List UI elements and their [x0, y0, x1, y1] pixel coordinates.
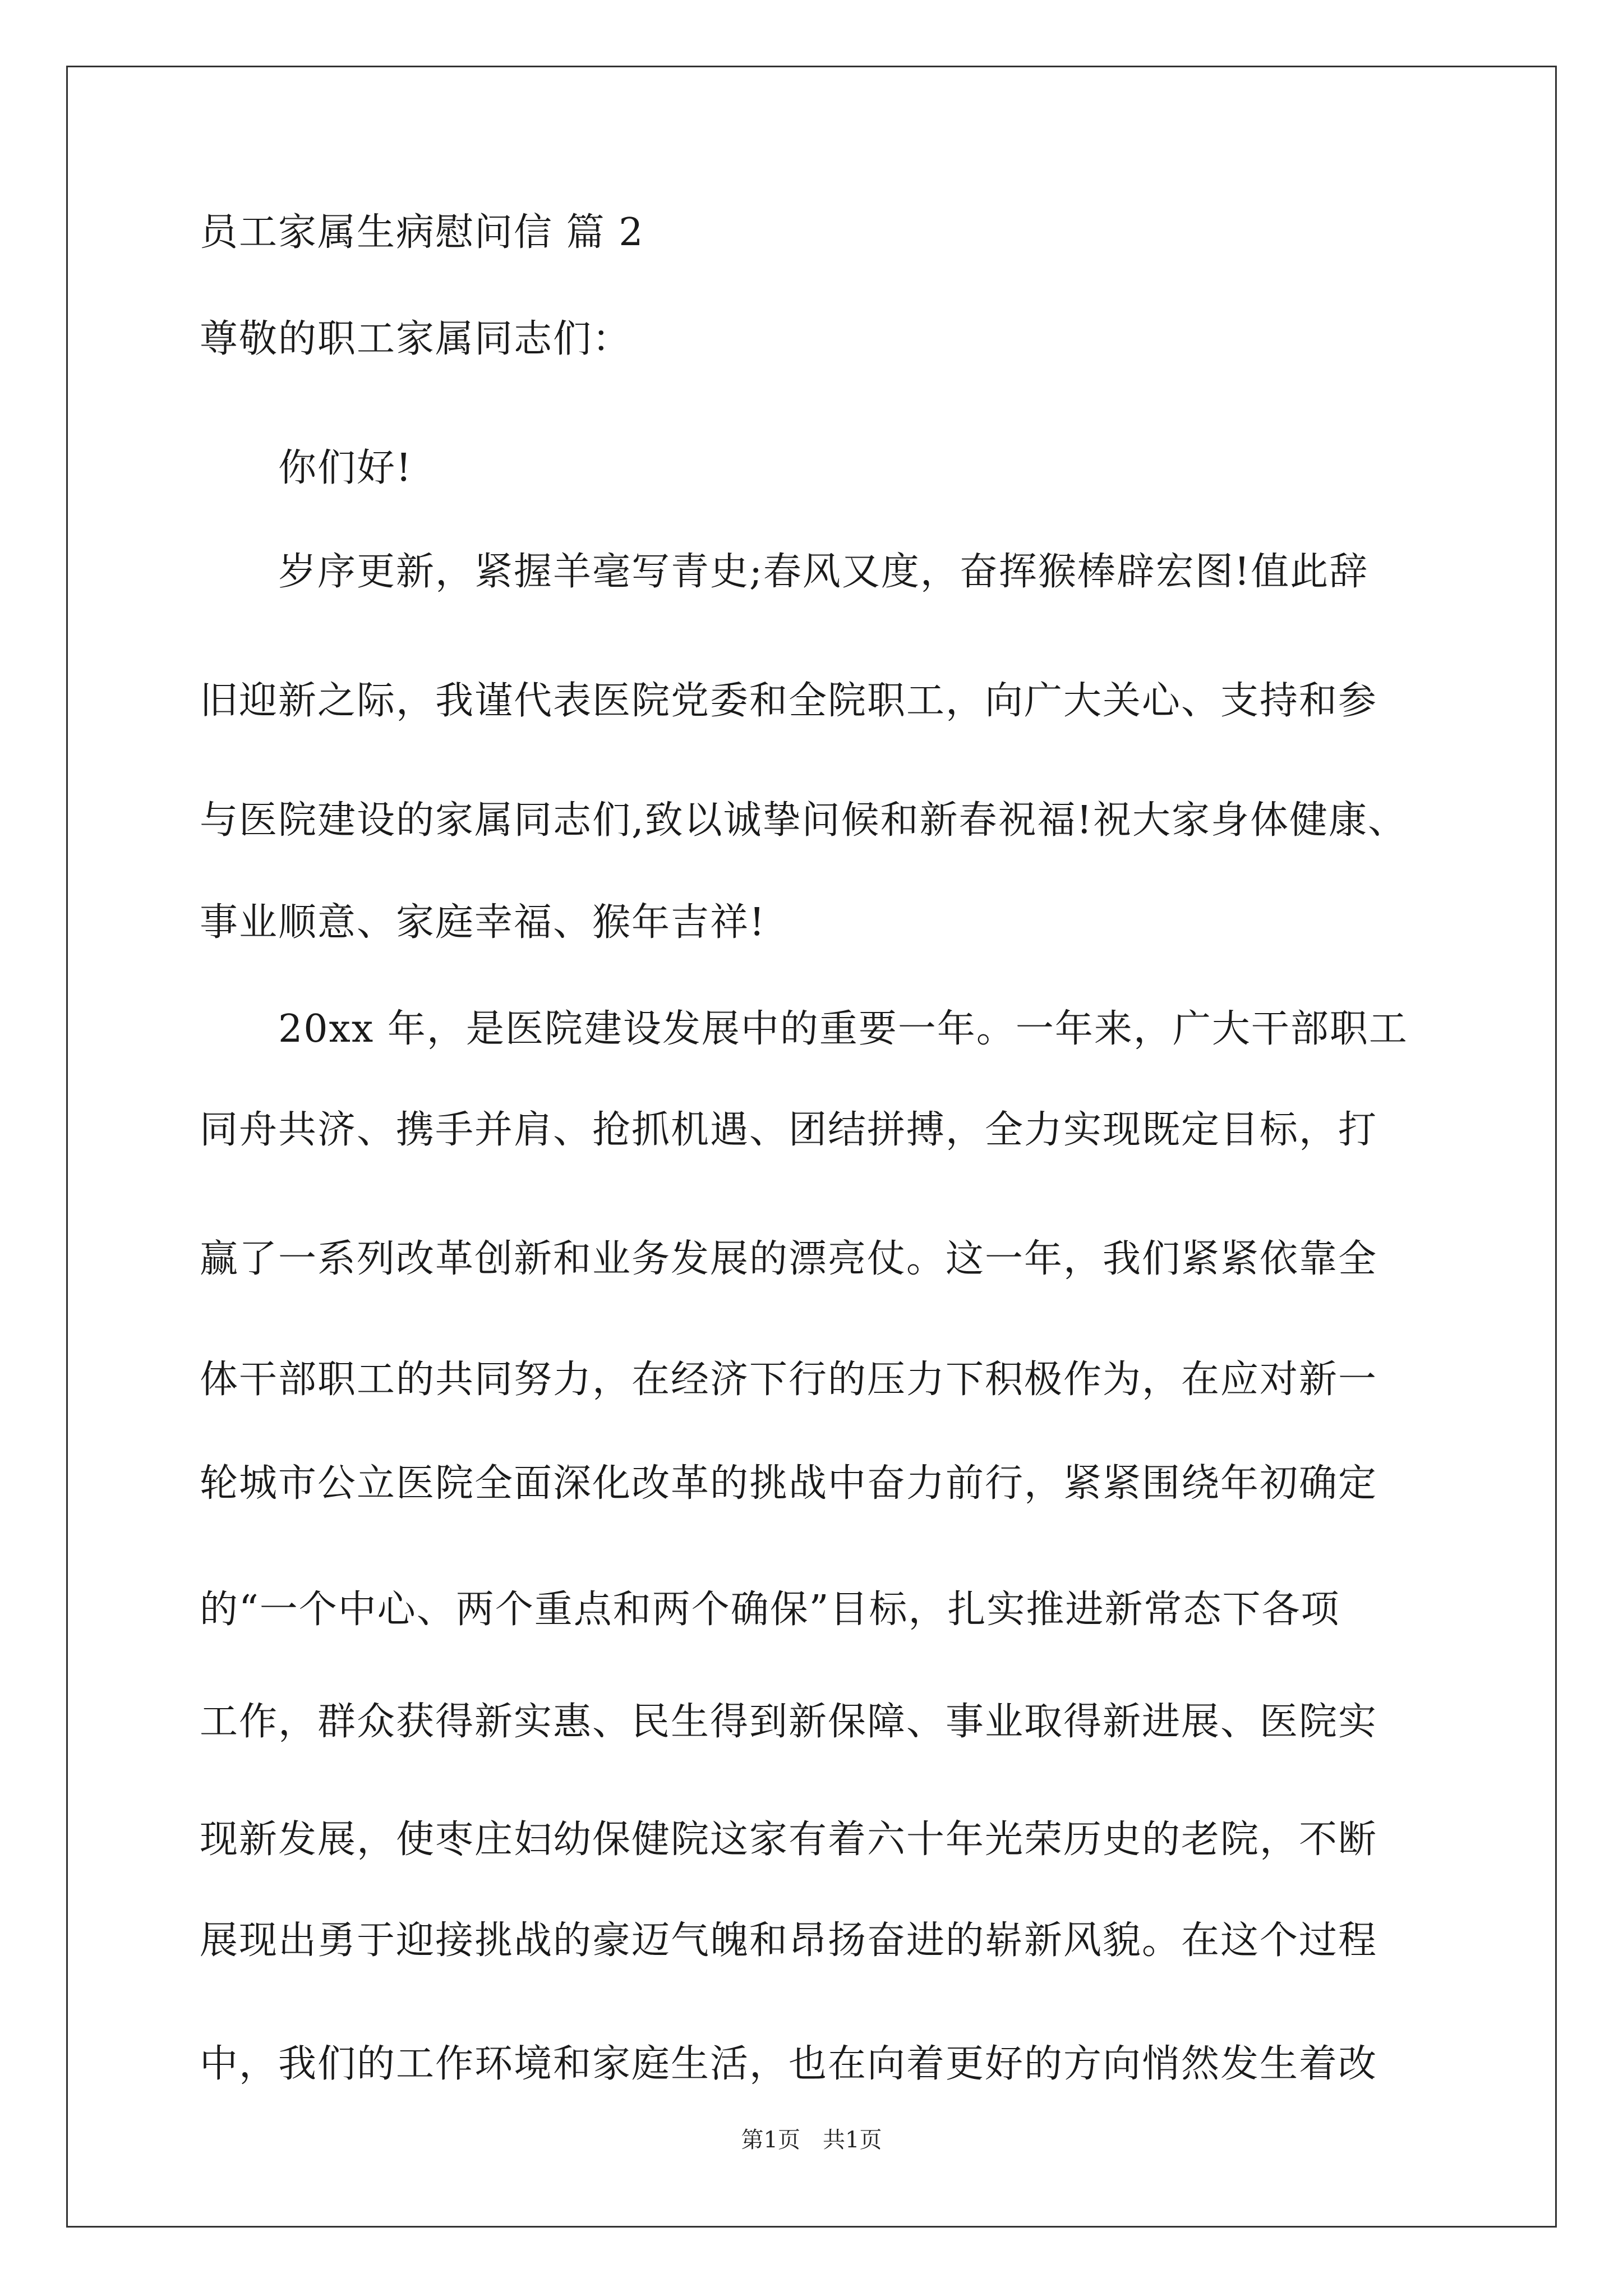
paragraph-line: 赢了一系列改革创新和业务发展的漂亮仗。这一年，我们紧紧依靠全 — [200, 1237, 1378, 1281]
greeting: 你们好! — [278, 446, 413, 490]
paragraph-line: 旧迎新之际，我谨代表医院党委和全院职工，向广大关心、支持和参 — [200, 679, 1378, 723]
paragraph-line: 事业顺意、家庭幸福、猴年吉祥! — [200, 900, 766, 945]
page-number: 第1页 共1页 — [741, 2127, 882, 2153]
paragraph-line: 同舟共济、携手并肩、抢抓机遇、团结拼搏，全力实现既定目标，打 — [200, 1108, 1378, 1152]
paragraph-line: 工作，群众获得新实惠、民生得到新保障、事业取得新进展、医院实 — [200, 1700, 1378, 1744]
paragraph-line: 展现出勇于迎接挑战的豪迈气魄和昂扬奋进的崭新风貌。在这个过程 — [200, 1918, 1378, 1963]
paragraph-line: 的“一个中心、两个重点和两个确保”目标，扎实推进新常态下各项 — [200, 1588, 1340, 1632]
paragraph-line: 现新发展，使枣庄妇幼保健院这家有着六十年光荣历史的老院，不断 — [200, 1818, 1378, 1862]
paragraph-line: 20xx 年，是医院建设发展中的重要一年。一年来，广大干部职工 — [278, 1007, 1408, 1051]
document-title: 员工家属生病慰问信 篇 2 — [200, 210, 644, 255]
paragraph-line: 中，我们的工作环境和家庭生活，也在向着更好的方向悄然发生着改 — [200, 2042, 1378, 2086]
paragraph-line: 轮城市公立医院全面深化改革的挑战中奋力前行，紧紧围绕年初确定 — [200, 1461, 1378, 1506]
paragraph-line: 体干部职工的共同努力，在经济下行的压力下积极作为，在应对新一 — [200, 1358, 1378, 1402]
paragraph-line: 岁序更新，紧握羊毫写青史;春风又度，奋挥猴棒辟宏图!值此辞 — [278, 550, 1369, 594]
salutation: 尊敬的职工家属同志们： — [200, 317, 632, 361]
paragraph-line: 与医院建设的家属同志们,致以诚挚问候和新春祝福!祝大家身体健康、 — [200, 798, 1407, 843]
